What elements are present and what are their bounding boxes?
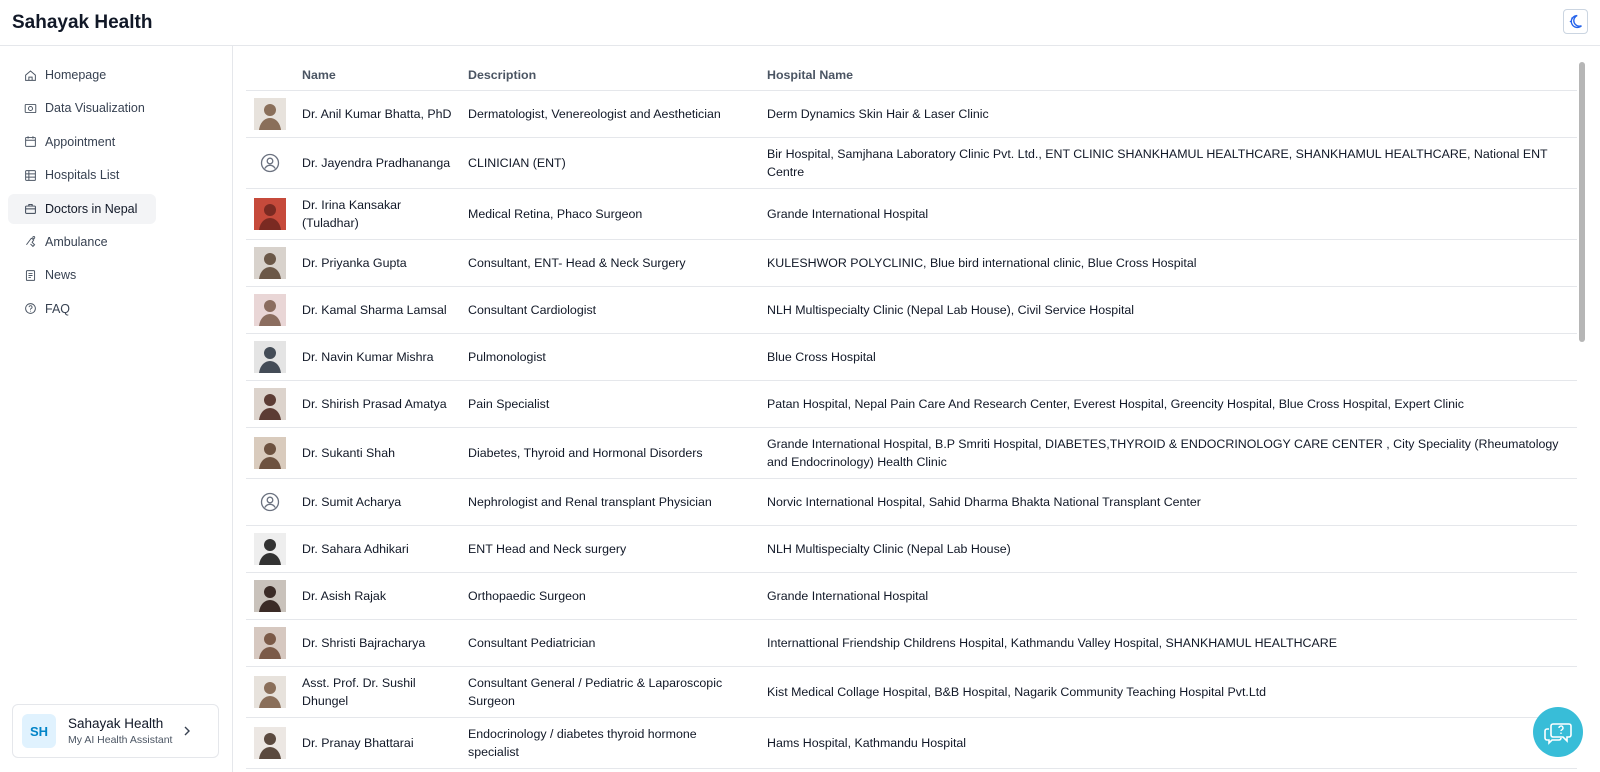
doctor-photo-cell (246, 286, 302, 333)
doctors-table-container (246, 60, 1579, 759)
doctor-photo (254, 98, 286, 130)
doctor-photo (254, 727, 286, 759)
doctor-hospital: Norvic International Hospital, Sahid Dharma Bhakta National Transplant Center (767, 478, 1577, 525)
chat-assistant-button[interactable] (1533, 707, 1583, 757)
doctor-photo-cell (246, 717, 302, 768)
sidebar-item-label: Ambulance (45, 234, 108, 249)
scrollbar-thumb[interactable] (1579, 62, 1585, 342)
doctor-name: Dr. Navin Kumar Mishra (302, 333, 468, 380)
doctor-name: Dr. Asish Rajak (302, 572, 468, 619)
doctor-photo-cell (246, 239, 302, 286)
doctor-photo-cell (246, 572, 302, 619)
avatar: SH (22, 714, 56, 748)
table-row[interactable] (246, 188, 1577, 239)
doctor-hospital: KULESHWOR POLYCLINIC, Blue bird international clinic, Blue Cross Hospital (767, 239, 1577, 286)
user-placeholder-icon (254, 147, 286, 179)
sidebar-item-hospitals-list[interactable] (8, 160, 156, 190)
table-row[interactable] (246, 478, 1577, 525)
table-row[interactable] (246, 137, 1577, 188)
app-title[interactable]: Sahayak Health (12, 11, 153, 33)
sidebar-nav (0, 46, 232, 324)
table-row[interactable] (246, 525, 1577, 572)
doctor-photo (254, 247, 286, 279)
doctor-photo-cell (246, 619, 302, 666)
doctor-description: ENT Head and Neck surgery (468, 525, 767, 572)
table-row[interactable] (246, 666, 1577, 717)
doctor-photo-cell (246, 666, 302, 717)
sidebar-item-label: FAQ (45, 301, 71, 316)
doctor-description: Consultant Pediatrician (468, 619, 767, 666)
sidebar-item-faq[interactable] (8, 294, 156, 324)
table-row[interactable] (246, 286, 1577, 333)
sidebar-item-label: Data Visualization (45, 101, 145, 116)
column-header-name: Name (302, 60, 468, 90)
table-row[interactable] (246, 619, 1577, 666)
doctor-hospital: Grande International Hospital (767, 572, 1577, 619)
doctor-hospital: Kist Medical Collage Hospital, B&B Hospital, Nagarik Community Teaching Hospital Pvt.Ltd (767, 666, 1577, 717)
doctor-description: Consultant, ENT- Head & Neck Surgery (468, 239, 767, 286)
doctor-photo-cell (246, 478, 302, 525)
doctor-hospital: Grande International Hospital (767, 188, 1577, 239)
doctor-photo-cell (246, 90, 302, 137)
ambulance-icon (24, 235, 37, 248)
doctors-table (246, 60, 1577, 769)
sidebar (0, 46, 233, 772)
doctor-name: Asst. Prof. Dr. Sushil Dhungel (302, 666, 468, 717)
table-header-row (246, 60, 1577, 90)
profile-name: Sahayak Health (68, 716, 164, 731)
doctor-hospital: Patan Hospital, Nepal Pain Care And Research Center, Everest Hospital, Greencity Hospital, Blue Cross Hospital, Expert Clinic (767, 380, 1577, 427)
moon-icon (1567, 13, 1584, 30)
doctor-name: Dr. Priyanka Gupta (302, 239, 468, 286)
sidebar-item-news[interactable] (8, 260, 156, 290)
doctor-photo (254, 676, 286, 708)
column-header-photo (246, 60, 302, 90)
briefcase-icon (24, 202, 37, 215)
sidebar-item-label: Hospitals List (45, 168, 120, 183)
sidebar-item-label: Homepage (45, 68, 107, 82)
table-row[interactable] (246, 427, 1577, 478)
doctor-name: Dr. Irina Kansakar (Tuladhar) (302, 188, 468, 239)
doctor-name: Dr. Pranay Bhattarai (302, 717, 468, 768)
table-row[interactable] (246, 380, 1577, 427)
doctor-description: Pulmonologist (468, 333, 767, 380)
app-header (0, 0, 1600, 46)
doctor-description: Consultant General / Pediatric & Laparoscopic Surgeon (468, 666, 767, 717)
sidebar-item-data-visualization[interactable] (8, 93, 156, 123)
doctor-photo (254, 294, 286, 326)
theme-toggle-button[interactable] (1563, 9, 1588, 34)
doctor-photo (254, 580, 286, 612)
doctor-description: Consultant Cardiologist (468, 286, 767, 333)
doctor-photo-cell (246, 188, 302, 239)
help-circle-icon (24, 302, 37, 315)
doctor-hospital: Derm Dynamics Skin Hair & Laser Clinic (767, 90, 1577, 137)
chart-icon (24, 102, 37, 115)
doctor-description: Dermatologist, Venereologist and Aesthetician (468, 90, 767, 137)
chevron-right-icon (182, 725, 192, 737)
sidebar-item-label: News (45, 268, 77, 283)
doctor-photo (254, 627, 286, 659)
calendar-icon (24, 135, 37, 148)
doctor-name: Dr. Sahara Adhikari (302, 525, 468, 572)
doctor-photo-cell (246, 137, 302, 188)
table-row[interactable] (246, 90, 1577, 137)
doctor-name: Dr. Kamal Sharma Lamsal (302, 286, 468, 333)
doctor-photo (254, 198, 286, 230)
column-header-description: Description (468, 60, 767, 90)
doctor-name: Dr. Sukanti Shah (302, 427, 468, 478)
assistant-profile-card[interactable] (12, 704, 219, 758)
doctor-photo-cell (246, 427, 302, 478)
table-row[interactable] (246, 333, 1577, 380)
doctor-description: Orthopaedic Surgeon (468, 572, 767, 619)
doctor-description: Medical Retina, Phaco Surgeon (468, 188, 767, 239)
doctor-name: Dr. Anil Kumar Bhatta, PhD (302, 90, 468, 137)
doctor-description: Endocrinology / diabetes thyroid hormone specialist (468, 717, 767, 768)
doctor-name: Dr. Shirish Prasad Amatya (302, 380, 468, 427)
doctor-name: Dr. Jayendra Pradhananga (302, 137, 468, 188)
doctor-photo-cell (246, 333, 302, 380)
doctor-photo (254, 341, 286, 373)
doctor-photo (254, 437, 286, 469)
doctor-name: Dr. Shristi Bajracharya (302, 619, 468, 666)
doctor-hospital: Grande International Hospital, B.P Smriti Hospital, DIABETES,THYROID & ENDOCRINOLOGY CARE CENTER , City Speciality (Rheumatology and Endocrinology) Health Clinic (767, 427, 1577, 478)
sidebar-item-label: Doctors in Nepal (45, 201, 138, 216)
doctor-photo (254, 533, 286, 565)
doctor-photo-cell (246, 380, 302, 427)
doctor-description: CLINICIAN (ENT) (468, 137, 767, 188)
doctor-photo (254, 388, 286, 420)
doctor-description: Pain Specialist (468, 380, 767, 427)
doctor-hospital: Hams Hospital, Kathmandu Hospital (767, 717, 1577, 768)
chat-help-icon (1543, 718, 1573, 746)
sidebar-item-label: Appointment (45, 134, 116, 149)
sidebar-item-ambulance[interactable] (8, 227, 156, 257)
news-icon (24, 269, 37, 282)
doctor-hospital: NLH Multispecialty Clinic (Nepal Lab House), Civil Service Hospital (767, 286, 1577, 333)
user-placeholder-icon (254, 486, 286, 518)
column-header-hospital: Hospital Name (767, 60, 1577, 90)
sidebar-item-homepage[interactable] (8, 60, 156, 90)
doctor-hospital: NLH Multispecialty Clinic (Nepal Lab House) (767, 525, 1577, 572)
profile-subtitle: My AI Health Assistant (68, 734, 173, 746)
profile-text (68, 716, 172, 746)
grid-table-icon (24, 169, 37, 182)
sidebar-item-doctors-in-nepal[interactable] (8, 194, 156, 224)
table-row[interactable] (246, 239, 1577, 286)
doctor-hospital: Bir Hospital, Samjhana Laboratory Clinic Pvt. Ltd., ENT CLINIC SHANKHAMUL HEALTHCARE, SHANKHAMUL HEALTHCARE, National ENT Centre (767, 137, 1577, 188)
doctor-hospital: Internattional Friendship Childrens Hospital, Kathmandu Valley Hospital, SHANKHAMUL HEALTHCARE (767, 619, 1577, 666)
doctor-description: Diabetes, Thyroid and Hormonal Disorders (468, 427, 767, 478)
doctor-description: Nephrologist and Renal transplant Physician (468, 478, 767, 525)
table-row[interactable] (246, 717, 1577, 768)
home-icon (24, 69, 37, 82)
doctor-name: Dr. Sumit Acharya (302, 478, 468, 525)
table-row[interactable] (246, 572, 1577, 619)
doctor-hospital: Blue Cross Hospital (767, 333, 1577, 380)
doctor-photo-cell (246, 525, 302, 572)
sidebar-item-appointment[interactable] (8, 127, 156, 157)
